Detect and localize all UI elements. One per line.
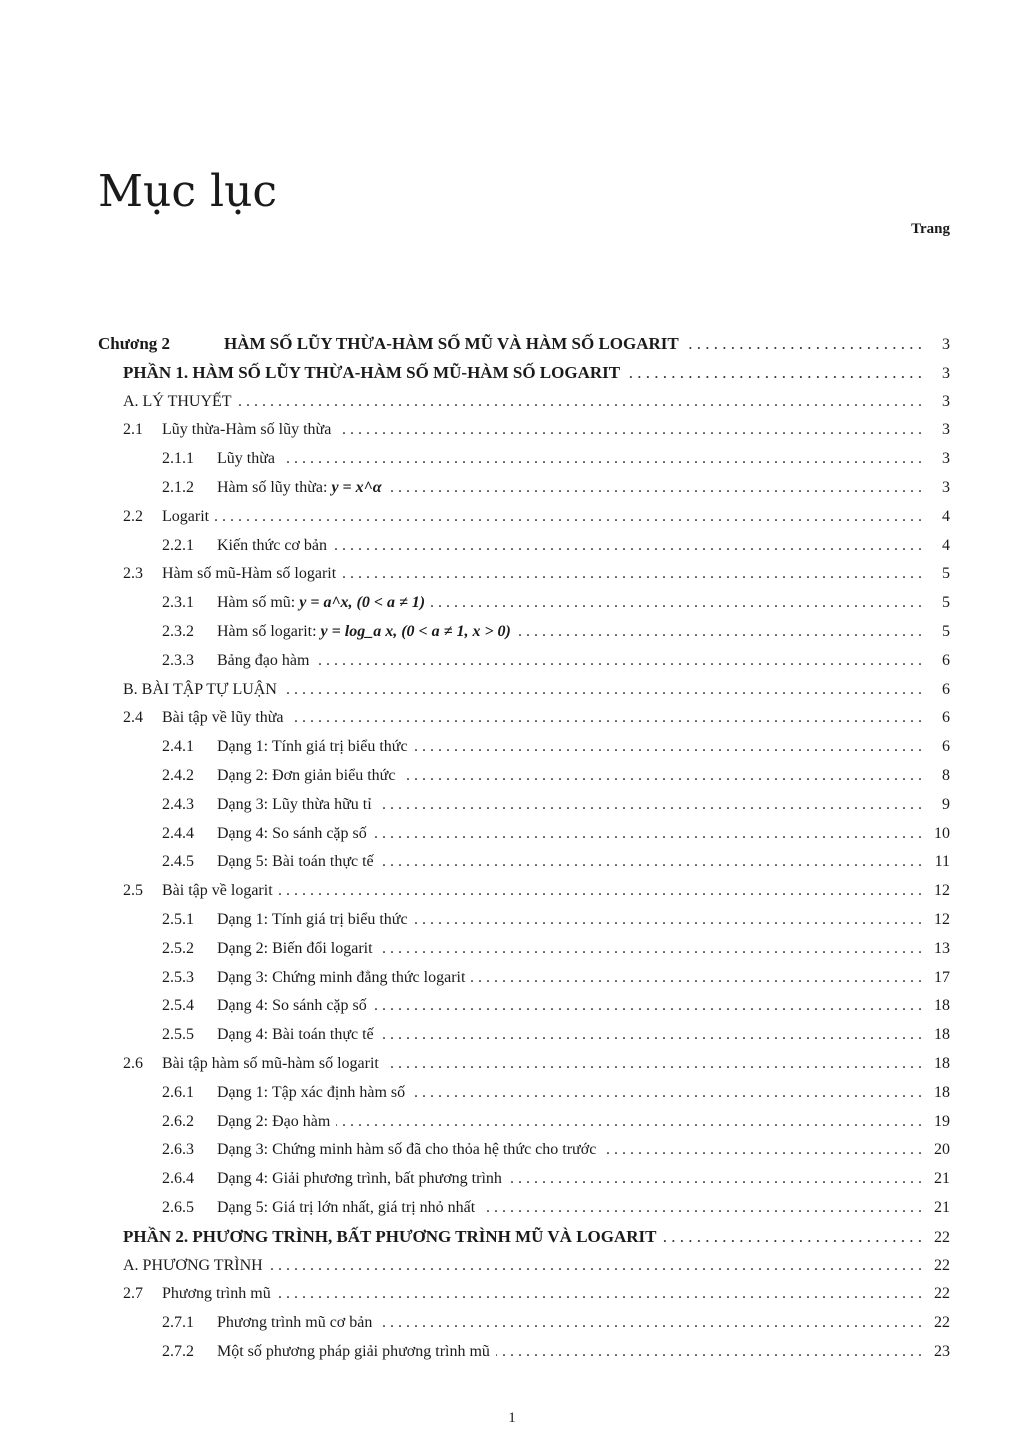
dot-leader — [373, 820, 922, 849]
dot-leader — [414, 906, 922, 935]
toc-entry-page: 19 — [934, 1112, 950, 1130]
toc-entry-label — [217, 762, 395, 791]
toc-entry-page: 20 — [934, 1141, 950, 1159]
toc-entry-sub[interactable] — [98, 618, 950, 647]
toc-entry-label — [224, 330, 679, 359]
toc-entry-sub[interactable] — [98, 445, 950, 474]
dot-leader — [269, 1252, 922, 1281]
toc-entry-page: 17 — [934, 968, 950, 986]
toc-entry-label — [217, 791, 372, 820]
toc-entry-page: 6 — [942, 709, 950, 727]
dot-leader — [279, 877, 922, 906]
toc-entry-label-text: Hàm số lũy thừa: — [217, 478, 332, 496]
toc-entry-page: 22 — [934, 1256, 950, 1274]
dot-leader — [388, 474, 922, 503]
toc-entry-page: 3 — [942, 478, 950, 496]
toc-entry-sub[interactable] — [98, 1165, 950, 1194]
toc-entry-number: 2.5.1 — [162, 910, 194, 928]
toc-entry-sec[interactable] — [98, 503, 950, 532]
toc-entry-label-text: Dạng 1: Tập xác định hàm số — [217, 1083, 406, 1101]
toc-entry-page: 5 — [942, 565, 950, 583]
toc-entry-label-text: Dạng 4: Giải phương trình, bất phương trình — [217, 1170, 502, 1188]
toc-entry-number: 2.3.1 — [162, 594, 194, 612]
toc-entry-page: 21 — [934, 1198, 950, 1216]
dot-leader — [238, 388, 922, 417]
toc-entry-label — [217, 532, 327, 561]
toc-entry-label — [217, 647, 309, 676]
toc-entry-page: 5 — [942, 594, 950, 612]
dot-leader — [336, 1108, 922, 1137]
toc-entry-sub[interactable] — [98, 1194, 950, 1223]
toc-entry-number: 2.7.2 — [162, 1342, 194, 1360]
dot-leader — [431, 589, 922, 618]
page-title: Mục lục — [98, 166, 278, 217]
toc-entry-label — [217, 1338, 490, 1367]
toc-entry-page: 12 — [934, 882, 950, 900]
dot-leader — [378, 1309, 922, 1338]
toc-entry-label — [217, 445, 275, 474]
toc-entry-page: 4 — [942, 507, 950, 525]
toc-entry-page: 18 — [934, 1083, 950, 1101]
toc-entry-number: 2.1 — [123, 421, 143, 439]
toc-entry-number: 2.6.4 — [162, 1170, 194, 1188]
toc-entry-number: 2.4.2 — [162, 766, 194, 784]
dot-leader — [685, 330, 922, 359]
toc-entry-label-text: Dạng 5: Bài toán thực tế — [217, 853, 374, 871]
toc-entry-sub[interactable] — [98, 820, 950, 849]
toc-entry-number: 2.1.1 — [162, 450, 194, 468]
toc-entry-page: 13 — [934, 939, 950, 957]
dot-leader — [471, 964, 922, 993]
toc-entry-page: 10 — [934, 824, 950, 842]
toc-entry-number: 2.4.5 — [162, 853, 194, 871]
toc-entry-sec[interactable] — [98, 416, 950, 445]
toc-entry-label — [162, 1050, 379, 1079]
dot-leader — [277, 1280, 922, 1309]
toc-entry-label — [217, 1165, 502, 1194]
toc-entry-label-text: Dạng 3: Lũy thừa hữu tỉ — [217, 795, 372, 813]
dot-leader — [602, 1136, 922, 1165]
toc-entry-number: 2.3.3 — [162, 651, 194, 669]
toc-entry-number: 2.7.1 — [162, 1314, 194, 1332]
toc-entry-label — [217, 935, 373, 964]
toc-entry-page: 18 — [934, 1026, 950, 1044]
dot-leader — [337, 416, 922, 445]
toc-entry-label — [123, 1252, 263, 1281]
toc-entry-label-text: Logarit — [162, 507, 210, 525]
toc-entry-sub[interactable] — [98, 1108, 950, 1137]
toc-entry-page: 11 — [934, 853, 950, 871]
toc-entry-label — [217, 1021, 374, 1050]
table-of-contents — [98, 330, 950, 1367]
toc-entry-page: 22 — [934, 1228, 950, 1246]
toc-entry-label-text: Dạng 4: So sánh cặp số — [217, 997, 367, 1015]
toc-entry-page: 8 — [942, 766, 950, 784]
toc-entry-number: 2.7 — [123, 1285, 143, 1303]
toc-entry-label-text: Phương trình mũ cơ bản — [217, 1314, 373, 1332]
toc-entry-page: 3 — [942, 364, 950, 382]
toc-entry-number: 2.6.1 — [162, 1083, 194, 1101]
toc-entry-sub[interactable] — [98, 964, 950, 993]
toc-entry-label — [217, 589, 425, 618]
toc-entry-sub[interactable] — [98, 935, 950, 964]
toc-entry-page: 23 — [934, 1342, 950, 1360]
toc-entry-page: 4 — [942, 536, 950, 554]
dot-leader — [215, 503, 922, 532]
dot-leader — [281, 445, 922, 474]
toc-entry-number: 2.6.5 — [162, 1198, 194, 1216]
toc-entry-number: 2.6.2 — [162, 1112, 194, 1130]
toc-entry-label-text: Hàm số mũ-Hàm số logarit — [162, 565, 337, 583]
toc-entry-label-text: Kiến thức cơ bản — [217, 536, 327, 554]
toc-entry-page: 12 — [934, 910, 950, 928]
toc-entry-number: 2.4.4 — [162, 824, 194, 842]
toc-entry-part[interactable] — [98, 1223, 950, 1252]
toc-entry-label-text: Bài tập hàm số mũ-hàm số logarit — [162, 1054, 379, 1072]
toc-entry-label — [123, 676, 277, 705]
toc-entry-label-text: Phương trình mũ — [162, 1285, 271, 1303]
toc-entry-sub[interactable] — [98, 791, 950, 820]
dot-leader — [414, 733, 922, 762]
toc-entry-label-text: Bài tập về lũy thừa — [162, 709, 284, 727]
toc-entry-heading[interactable] — [98, 388, 950, 417]
toc-entry-label-text: PHẦN 1. HÀM SỐ LŨY THỪA-HÀM SỐ MŨ-HÀM SỐ LOGARIT — [123, 362, 621, 382]
toc-entry-heading[interactable] — [98, 676, 950, 705]
toc-entry-label-text: Dạng 1: Tính giá trị biểu thức — [217, 738, 408, 756]
toc-entry-label — [162, 560, 336, 589]
toc-entry-label — [217, 1108, 330, 1137]
toc-entry-number: 2.3 — [123, 565, 143, 583]
toc-entry-number: 2.5.3 — [162, 968, 194, 986]
toc-entry-chapter[interactable] — [98, 330, 950, 359]
toc-entry-label — [217, 992, 367, 1021]
toc-entry-label-text: Dạng 4: So sánh cặp số — [217, 824, 367, 842]
dot-leader — [481, 1194, 922, 1223]
toc-entry-label — [162, 503, 209, 532]
toc-entry-part[interactable] — [98, 359, 950, 388]
toc-entry-formula: y = log_a x, (0 < a ≠ 1, x > 0) — [320, 622, 511, 640]
toc-entry-page: 6 — [942, 651, 950, 669]
dot-leader — [373, 992, 922, 1021]
toc-entry-number: 2.2 — [123, 507, 143, 525]
toc-entry-label-text: Dạng 3: Chứng minh đẳng thức logarit — [217, 968, 466, 986]
toc-entry-page: 3 — [942, 450, 950, 468]
page-number: 1 — [508, 1410, 516, 1426]
toc-entry-label — [162, 416, 331, 445]
toc-entry-label-text: Dạng 3: Chứng minh hàm số đã cho thỏa hệ thức cho trước — [217, 1141, 597, 1159]
page-column-label: Trang — [911, 221, 950, 237]
toc-entry-label — [162, 704, 284, 733]
toc-entry-label-text: Một số phương pháp giải phương trình mũ — [217, 1342, 490, 1360]
toc-entry-sub[interactable] — [98, 762, 950, 791]
toc-entry-page: 3 — [942, 336, 950, 353]
dot-leader — [496, 1338, 922, 1367]
toc-entry-formula: y = a^x, (0 < a ≠ 1) — [299, 594, 426, 612]
toc-entry-number: 2.5 — [123, 882, 143, 900]
toc-entry-label — [162, 1280, 271, 1309]
dot-leader — [315, 647, 922, 676]
toc-entry-sub[interactable] — [98, 532, 950, 561]
dot-leader — [379, 935, 922, 964]
toc-entry-label — [217, 906, 408, 935]
toc-entry-sec[interactable] — [98, 560, 950, 589]
toc-entry-label — [217, 1194, 475, 1223]
toc-entry-label — [123, 1223, 657, 1252]
toc-entry-label-text: Lũy thừa-Hàm số lũy thừa — [162, 421, 332, 439]
toc-entry-number: 2.5.4 — [162, 997, 194, 1015]
dot-leader — [378, 791, 922, 820]
toc-entry-page: 3 — [942, 392, 950, 410]
toc-entry-page: 5 — [942, 622, 950, 640]
toc-entry-sub[interactable] — [98, 1021, 950, 1050]
toc-entry-label-text: HÀM SỐ LŨY THỪA-HÀM SỐ MŨ VÀ HÀM SỐ LOGARIT — [224, 334, 679, 353]
toc-entry-sub[interactable] — [98, 733, 950, 762]
toc-entry-sub[interactable] — [98, 474, 950, 503]
toc-entry-label — [217, 733, 408, 762]
toc-entry-page: 6 — [942, 680, 950, 698]
dot-leader — [385, 1050, 922, 1079]
toc-entry-page: 3 — [942, 421, 950, 439]
toc-entry-label — [123, 388, 232, 417]
toc-entry-label — [162, 877, 273, 906]
toc-entry-number: 2.2.1 — [162, 536, 194, 554]
dot-leader — [342, 560, 922, 589]
toc-entry-heading[interactable] — [98, 1252, 950, 1281]
toc-entry-label-text: Lũy thừa — [217, 450, 275, 468]
toc-entry-number: 2.6 — [123, 1054, 143, 1072]
toc-entry-number: 2.4 — [123, 709, 143, 727]
toc-entry-label — [217, 474, 382, 503]
dot-leader — [333, 532, 922, 561]
toc-entry-label-text: A. PHƯƠNG TRÌNH — [123, 1256, 263, 1274]
toc-entry-label-text: Bài tập về logarit — [162, 882, 273, 900]
toc-entry-sec[interactable] — [98, 1050, 950, 1079]
dot-leader — [380, 848, 922, 877]
toc-entry-sub[interactable] — [98, 992, 950, 1021]
toc-entry-label — [217, 1136, 596, 1165]
toc-entry-label — [217, 820, 367, 849]
toc-entry-page: 22 — [934, 1314, 950, 1332]
toc-entry-label-text: B. BÀI TẬP TỰ LUẬN — [123, 680, 277, 698]
toc-entry-label-text: Hàm số logarit: — [217, 622, 321, 640]
dot-leader — [663, 1223, 923, 1252]
toc-entry-page: 22 — [934, 1285, 950, 1303]
dot-leader — [411, 1079, 922, 1108]
dot-leader — [380, 1021, 922, 1050]
toc-entry-number: 2.6.3 — [162, 1141, 194, 1159]
toc-entry-sub[interactable] — [98, 906, 950, 935]
toc-entry-sec[interactable] — [98, 1280, 950, 1309]
toc-entry-label-text: Dạng 4: Bài toán thực tế — [217, 1026, 374, 1044]
toc-entry-number: 2.4.1 — [162, 738, 194, 756]
toc-entry-label-text: Bảng đạo hàm — [217, 651, 310, 669]
toc-entry-label-text: Dạng 5: Giá trị lớn nhất, giá trị nhỏ nhất — [217, 1198, 476, 1216]
toc-entry-label — [217, 848, 374, 877]
dot-leader — [517, 618, 922, 647]
dot-leader — [283, 676, 922, 705]
toc-entry-number: 2.5.5 — [162, 1026, 194, 1044]
toc-entry-page: 18 — [934, 1054, 950, 1072]
toc-entry-number: 2.3.2 — [162, 622, 194, 640]
toc-entry-sub[interactable] — [98, 848, 950, 877]
toc-entry-sub[interactable] — [98, 1079, 950, 1108]
toc-entry-label-text: PHẦN 2. PHƯƠNG TRÌNH, BẤT PHƯƠNG TRÌNH MŨ VÀ LOGARIT — [123, 1226, 657, 1246]
dot-leader — [508, 1165, 922, 1194]
toc-entry-label-text: Dạng 2: Đạo hàm — [217, 1112, 331, 1130]
toc-entry-sec[interactable] — [98, 704, 950, 733]
toc-entry-label-text: Dạng 2: Đơn giản biểu thức — [217, 766, 396, 784]
toc-entry-page: 6 — [942, 738, 950, 756]
toc-entry-page: 9 — [942, 795, 950, 813]
toc-entry-sub[interactable] — [98, 1309, 950, 1338]
toc-entry-label — [217, 964, 465, 993]
toc-entry-label-text: A. LÝ THUYẾT — [123, 392, 232, 410]
toc-entry-sub[interactable] — [98, 647, 950, 676]
toc-entry-number: 2.4.3 — [162, 795, 194, 813]
toc-entry-number: 2.5.2 — [162, 939, 194, 957]
toc-entry-label — [217, 1309, 372, 1338]
toc-entry-label — [217, 1079, 405, 1108]
toc-entry-sub[interactable] — [98, 1136, 950, 1165]
dot-leader — [401, 762, 922, 791]
toc-entry-label-text: Dạng 1: Tính giá trị biểu thức — [217, 910, 408, 928]
toc-entry-number: 2.1.2 — [162, 478, 194, 496]
toc-entry-sub[interactable] — [98, 589, 950, 618]
toc-entry-label — [123, 359, 620, 388]
toc-entry-label — [217, 618, 511, 647]
dot-leader — [290, 704, 922, 733]
toc-entry-sec[interactable] — [98, 877, 950, 906]
toc-entry-label-text: Dạng 2: Biến đổi logarit — [217, 939, 373, 957]
toc-entry-label-text: Hàm số mũ: — [217, 594, 300, 612]
toc-entry-sub[interactable] — [98, 1338, 950, 1367]
toc-entry-page: 18 — [934, 997, 950, 1015]
toc-entry-formula: y = x^α — [331, 478, 382, 496]
toc-entry-number: Chương 2 — [98, 334, 171, 353]
dot-leader — [626, 359, 922, 388]
toc-entry-page: 21 — [934, 1170, 950, 1188]
